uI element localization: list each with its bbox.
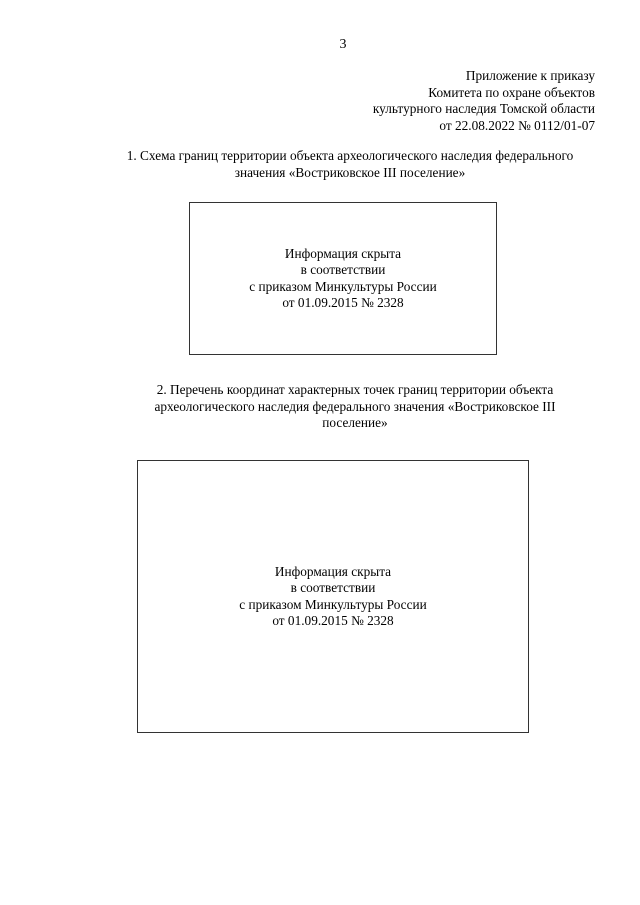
- hidden-info-text: [249, 246, 436, 312]
- section-1-line-2: значения «Востриковское III поселение»: [234, 164, 466, 180]
- section-1-line-1: 1. Схема границ территории объекта археологического наследия федерального: [126, 148, 574, 163]
- hidden-info-line-3: с приказом Минкультуры России: [239, 596, 427, 612]
- hidden-info-line-2: в соответствии: [300, 262, 386, 277]
- appendix-line-region: культурного наследия Томской области: [372, 101, 595, 116]
- hidden-info-line-4: от 01.09.2015 № 2328: [272, 613, 394, 628]
- appendix-line-title: Приложение к приказу: [465, 68, 595, 83]
- appendix-line-committee: Комитета по охране объектов: [428, 84, 595, 100]
- hidden-info-line-3: с приказом Минкультуры России: [249, 278, 437, 294]
- appendix-line-date-number: от 22.08.2022 № 0112/01-07: [439, 117, 595, 133]
- section-2-line-1: 2. Перечень координат характерных точек границ территории объекта: [156, 382, 554, 397]
- hidden-info-box-coordinates: [137, 460, 529, 733]
- section-1-heading: [100, 148, 600, 181]
- appendix-header: [373, 68, 595, 134]
- section-2-heading: [120, 382, 590, 432]
- hidden-info-line-2: в соответствии: [290, 580, 376, 595]
- hidden-info-box-scheme: [189, 202, 497, 355]
- hidden-info-text: [239, 564, 426, 630]
- hidden-info-line-1: Информация скрыта: [284, 245, 402, 261]
- page-number: 3: [339, 37, 347, 52]
- section-2-line-2: археологического наследия федерального значения «Востриковское III: [154, 398, 556, 414]
- section-2-line-3: поселение»: [322, 415, 388, 430]
- hidden-info-line-1: Информация скрыта: [274, 563, 392, 579]
- hidden-info-line-4: от 01.09.2015 № 2328: [282, 295, 404, 310]
